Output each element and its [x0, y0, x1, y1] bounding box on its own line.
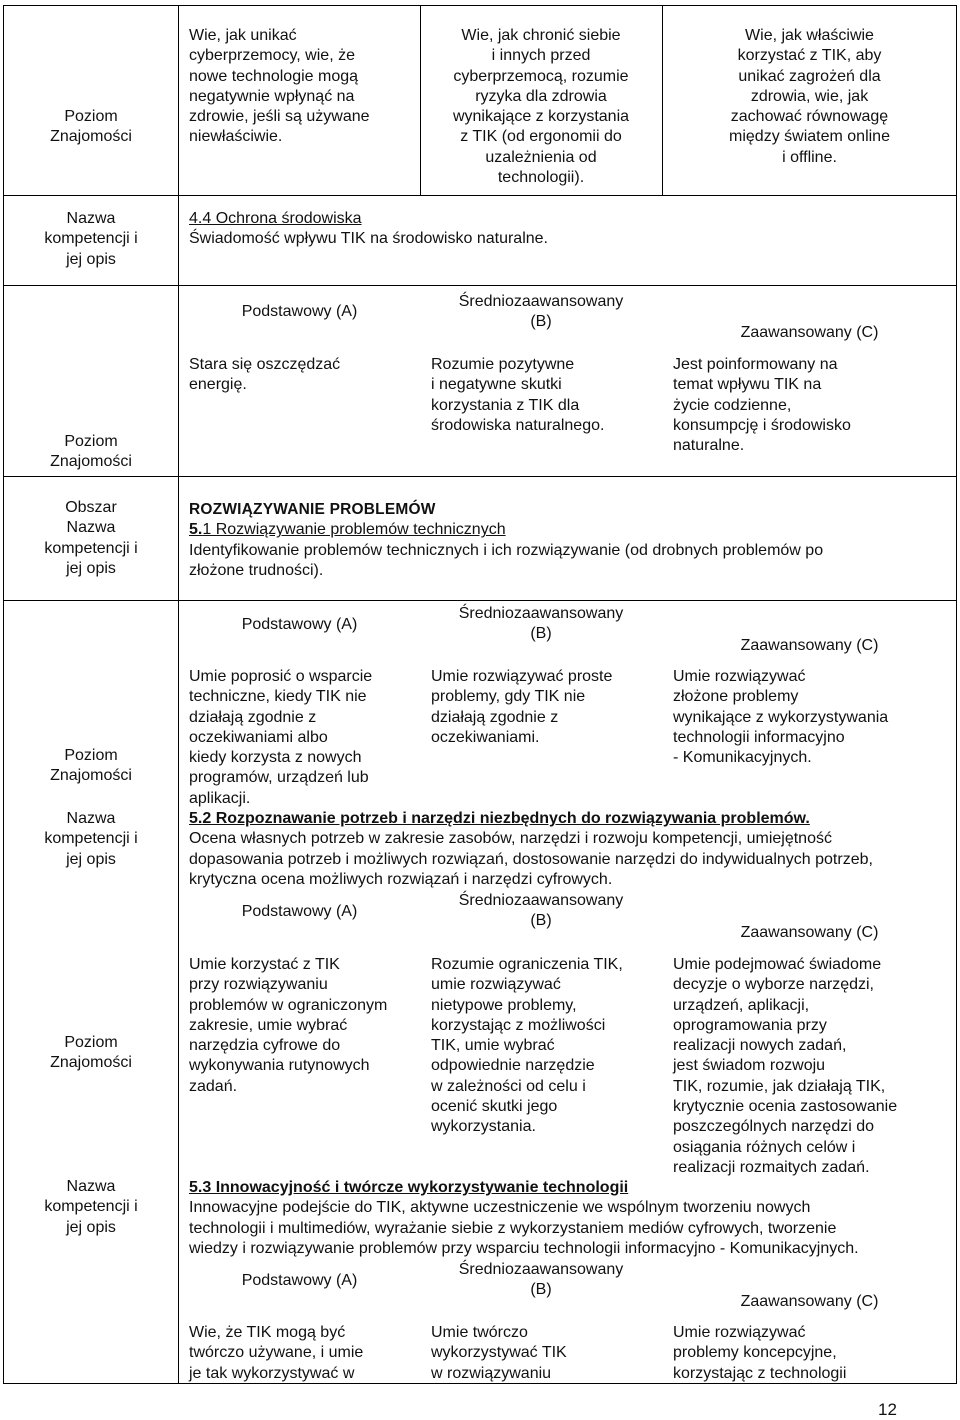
table-border-top — [3, 5, 957, 6]
competence-title: 5.1 Rozwiązywanie problemów technicznych — [189, 521, 506, 539]
competence-title: 5.3 Innowacyjność i twórcze wykorzystywanie technologii — [189, 1179, 629, 1196]
level-a-header: Podstawowy (A) — [241, 1272, 358, 1289]
row-divider-2 — [3, 285, 957, 286]
level-b-header: Średniozaawansowany (B) — [458, 293, 624, 331]
competence-description: Identyfikowanie problemów technicznych i ich rozwiązywanie (od drobnych problemów po złożone trudności). — [189, 541, 824, 579]
competence-title: 5.2 Rozpoznawanie potrzeb i narzędzi niezbędnych do rozwiązywania problemów. — [189, 810, 810, 827]
level-b-header: Średniozaawansowany (B) — [458, 1261, 624, 1299]
row-label-knowledge-level: Poziom Znajomości — [50, 747, 132, 785]
level-a-header: Podstawowy (A) — [241, 303, 358, 320]
row-label-knowledge-level: Poziom Znajomości — [50, 108, 132, 146]
competence-4-4 — [189, 209, 949, 250]
cell-level-a: Wie, jak unikać cyberprzemocy, wie, że nowe technologie mogą negatywnie wpłynąć na zdrowie, jeśli są używane niewłaściwie. — [189, 27, 370, 146]
cell-level-a: Umie poprosić o wsparcie techniczne, kiedy TIK nie działają zgodnie z oczekiwaniami albo kiedy korzysta z nowych programów, urządzeń lub aplikacji. — [189, 668, 373, 807]
competence-description: Innowacyjne podejście do TIK, aktywne uczestniczenie we wspólnym tworzeniu nowych technologii i multimediów, wyrażanie siebie z wykorzystaniem mediów cyfrowych, tworzenie wiedzy i rozwiązywanie problemów przy wsparciu technologii informacyjno - Komunikacyjnych. — [189, 1199, 859, 1257]
competence-description: Świadomość wpływu TIK na środowisko naturalne. — [189, 230, 548, 248]
level-c-header: Zaawansowany (C) — [740, 637, 879, 654]
level-b-header: Średniozaawansowany (B) — [458, 605, 624, 643]
label-column-divider — [178, 5, 179, 1384]
level-c-header: Zaawansowany (C) — [740, 1293, 879, 1310]
competence-5-3 — [189, 1178, 954, 1259]
area-title: ROZWIĄZYWANIE PROBLEMÓW — [189, 501, 436, 518]
level-b-header: Średniozaawansowany (B) — [458, 892, 624, 930]
cell-level-c: Umie podejmować świadome decyzje o wyborze narzędzi, urządzeń, aplikacji, oprogramowania przy realizacji nowych zadań, jest świadom rozwoju TIK, rozumie, jak działają TIK, krytycznie ocenia zastosowanie poszczególnych narzędzi do osiągania różnych celów i realizacji rozmaitych zadań. — [673, 956, 898, 1176]
row-label-competence: Nazwa kompetencji i jej opis — [44, 810, 138, 868]
row-divider-3 — [3, 476, 957, 477]
competence-title: 4.4 Ochrona środowiska — [189, 210, 362, 227]
level-a-header: Podstawowy (A) — [241, 903, 358, 920]
row-label-area-competence: Obszar Nazwa kompetencji i jej opis — [44, 499, 138, 577]
cell-level-c: Umie rozwiązywać złożone problemy wynikające z wykorzystywania technologii informacyjno - Komunikacyjnych. — [673, 668, 889, 767]
cell-level-a: Wie, że TIK mogą być twórczo używane, i umie je tak wykorzystywać w — [189, 1324, 364, 1382]
row-divider-1 — [3, 195, 957, 196]
competence-5-2 — [189, 809, 954, 890]
cell-level-b: Umie twórczo wykorzystywać TIK w rozwiązywaniu — [431, 1324, 567, 1382]
cell-level-b: Rozumie pozytywne i negatywne skutki korzystania z TIK dla środowiska naturalnego. — [431, 356, 605, 434]
cell-level-b: Umie rozwiązywać proste problemy, gdy TIK nie działają zgodnie z oczekiwaniami. — [431, 668, 613, 746]
cell-level-a: Umie korzystać z TIK przy rozwiązywaniu problemów w ograniczonym zakresie, umie wybrać narzędzia cyfrowe do wykonywania rutynowych zadań. — [189, 956, 388, 1095]
page-number: 12 — [878, 1400, 897, 1419]
cell-level-c: Jest poinformowany na temat wpływu TIK na życie codzienne, konsumpcję i środowisko naturalne. — [673, 356, 851, 455]
level-c-header: Zaawansowany (C) — [740, 324, 879, 341]
cell-level-a: Stara się oszczędzać energię. — [189, 356, 341, 394]
cell-level-c: Umie rozwiązywać problemy koncepcyjne, korzystając z technologii — [673, 1324, 847, 1382]
cell-level-b: Wie, jak chronić siebie i innych przed cyberprzemocą, rozumie ryzyka dla zdrowia wynikające z korzystania z TIK (od ergonomii do uzależnienia od technologii). — [452, 27, 630, 187]
row-label-competence: Nazwa kompetencji i jej opis — [44, 210, 138, 268]
row-label-competence: Nazwa kompetencji i jej opis — [44, 1178, 138, 1236]
cell-level-b: Rozumie ograniczenia TIK, umie rozwiązywać nietypowe problemy, korzystając z możliwości TIK, umie wybrać odpowiednie narzędzie w zależności od celu i ocenić skutki jego wykorzystania. — [431, 956, 623, 1136]
cell-level-c: Wie, jak właściwie korzystać z TIK, aby unikać zagrożeń dla zdrowia, wie, jak zachować równowagę między światem online i offline. — [729, 27, 890, 166]
row-label-knowledge-level: Poziom Znajomości — [50, 433, 132, 471]
level-c-header: Zaawansowany (C) — [740, 924, 879, 941]
row-label-knowledge-level: Poziom Znajomości — [50, 1034, 132, 1072]
competence-description: Ocena własnych potrzeb w zakresie zasobów, narzędzi i rozwoju kompetencji, umiejętność dopasowania potrzeb i możliwych rozwiązań, dostosowanie narzędzi do indywidualnych potrzeb, krytyczna ocena możliwych rozwiązań i narzędzi cyfrowych. — [189, 830, 873, 888]
level-a-header: Podstawowy (A) — [241, 616, 358, 633]
area-5 — [189, 500, 949, 581]
table-border-right — [956, 5, 957, 1384]
row-divider-4 — [3, 600, 957, 601]
